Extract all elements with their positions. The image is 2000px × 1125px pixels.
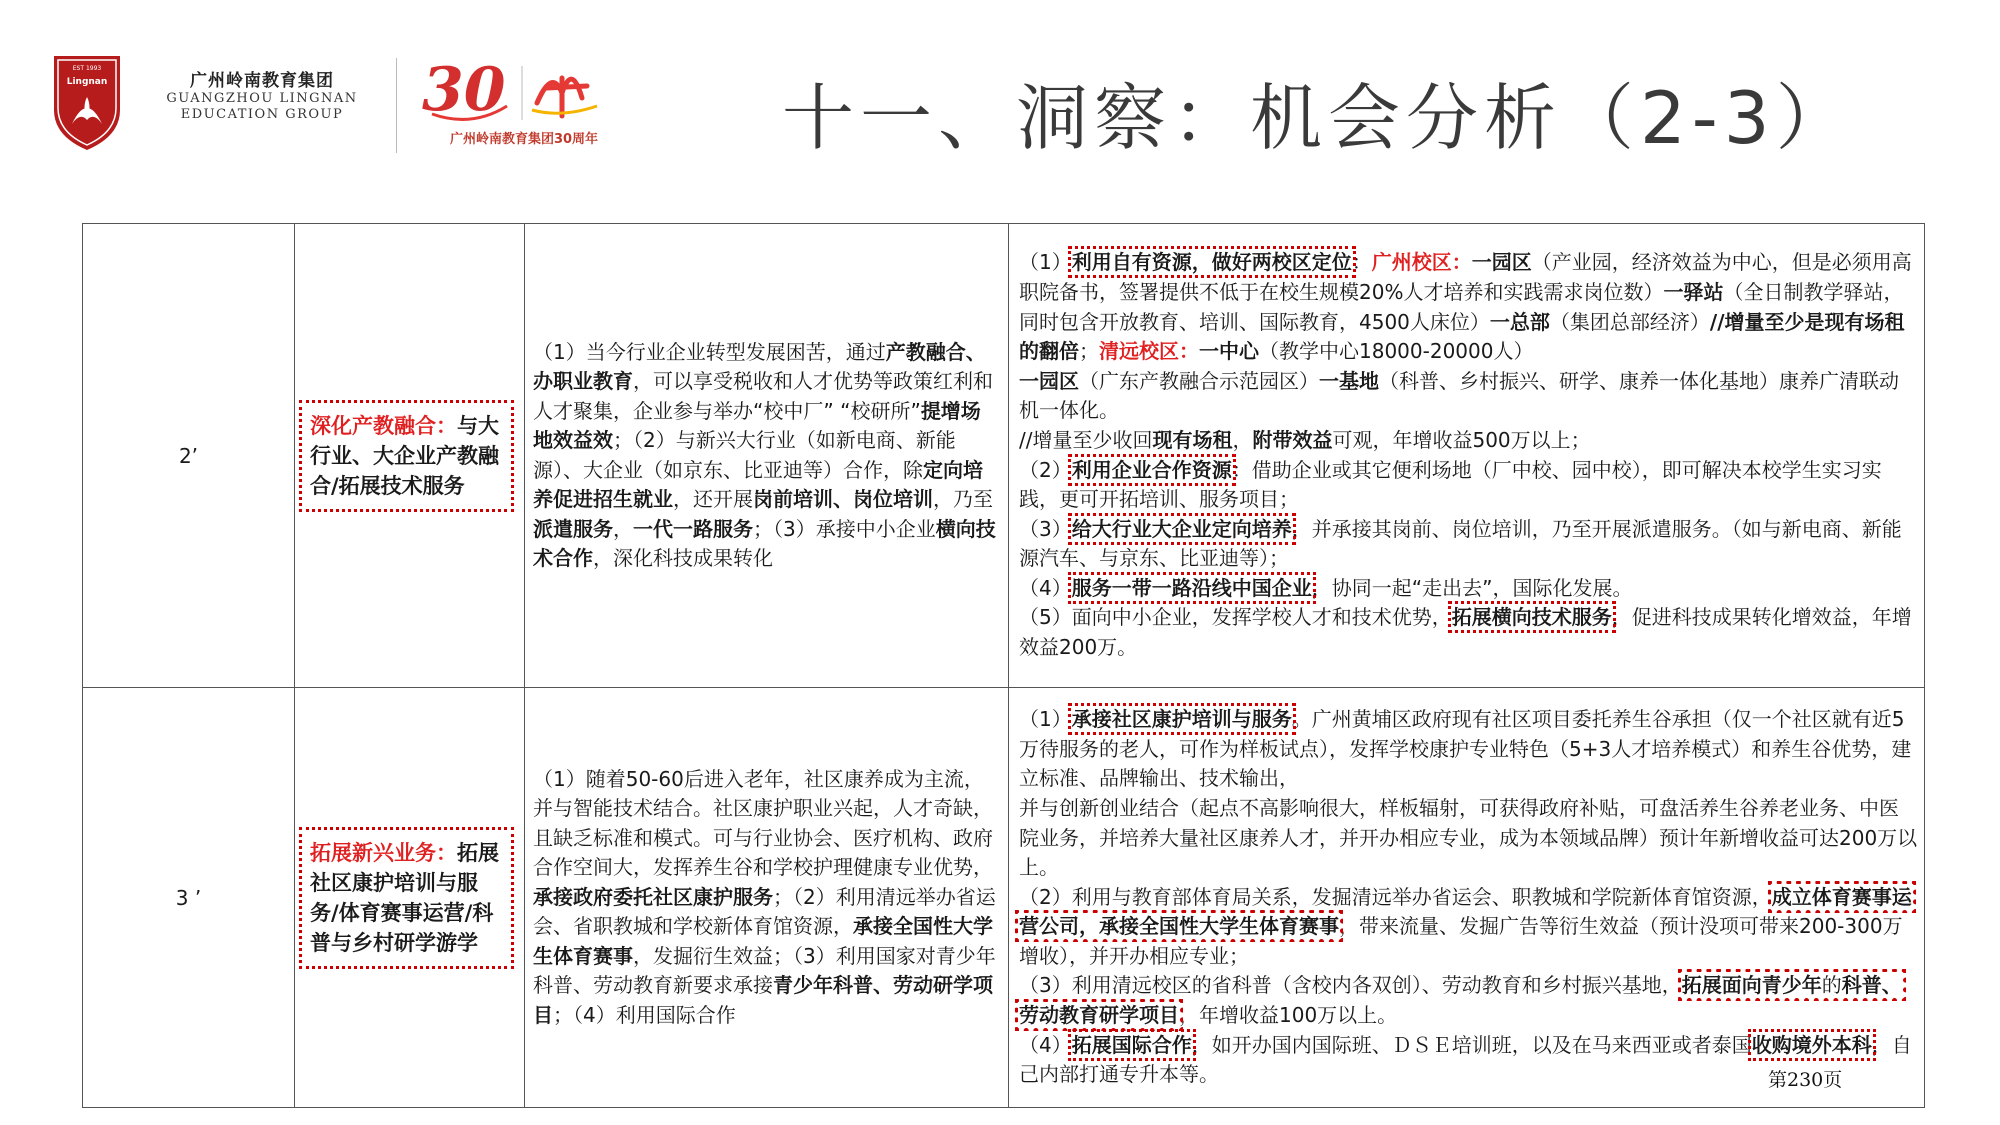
bold-phrase: 承接政府委托社区康护服务 [533, 884, 773, 909]
bold-phrase: 产教融合、办职业教育 [533, 339, 986, 393]
highlighted-phrase: 拓展国际合作 [1071, 1032, 1192, 1057]
highlighted-phrase: 利用企业合作资源 [1071, 457, 1232, 482]
bold-phrase: 横向技术合作 [533, 516, 996, 570]
org-name [142, 66, 382, 123]
text-segment: ； [1079, 339, 1099, 364]
topic-box [299, 400, 514, 512]
bold-phrase: 一园区 [1471, 250, 1532, 275]
text-segment: ，可以享受税收和人才优势等政策红利和人才聚集，企业参与举办“校中厂” “校研所” [533, 369, 993, 423]
text-segment: （4） [1019, 1032, 1072, 1057]
bold-phrase: 岗前培训、岗位培训 [753, 487, 933, 511]
highlighted-phrase: 拓展横向技术服务 [1451, 605, 1612, 630]
text-segment: ；（4）利用国际合作 [553, 1002, 736, 1027]
text-segment: 并与创新创业结合（起点不高影响很大，样板辐射，可获得政府补贴，可盘活养生谷养老业务、中医院业务，并培养大量社区康养人才，并开办相应专业，成为本领域品牌）预计年新增收益可达200万以上。 [1019, 795, 1918, 880]
highlighted-phrase: 收购境外本科 [1751, 1032, 1872, 1057]
text-segment: （1） [1019, 250, 1072, 275]
text-segment: （1）随着50-60后进入老年，社区康养成为主流，并与智能技术结合。社区康护职业兴起，人才奇缺，且缺乏标准和模式。可与行业协会、医疗机构、政府合作空间大，发挥养生谷和学校护理健康专业优势， [533, 766, 993, 880]
text-segment: （教学中心18000-20000人） [1259, 339, 1534, 364]
bold-phrase: 一中心 [1199, 339, 1259, 364]
highlighted-phrase: 给大行业大企业定向培养 [1071, 516, 1292, 541]
text-segment: （4） [1019, 575, 1072, 600]
action-text [1009, 248, 1924, 662]
topic-cell [295, 224, 525, 688]
text-segment: （1） [1019, 707, 1072, 732]
highlighted-phrase: 利用自有资源，做好两校区定位 [1071, 250, 1352, 275]
analysis-cell [525, 688, 1009, 1108]
text-segment: ，乃至 [933, 487, 993, 511]
table-row [83, 224, 1925, 688]
text-segment: ，自己内部打通专升本等。 [1019, 1032, 1912, 1087]
action-cell [1009, 688, 1925, 1108]
bold-phrase: 一基地 [1319, 368, 1379, 393]
text-segment: （5）面向中小企业，发挥学校人才和技术优势， [1019, 605, 1452, 630]
text-segment: ，带来流量、发掘广告等衍生效益（预计没项可带来200-300万增收），并开办相应专业； [1019, 914, 1903, 968]
bold-phrase: 清远校区： [1099, 339, 1199, 364]
text-segment: （全日制教学驿站，同时包含开放教育、培训、国际教育，4500人床位） [1019, 279, 1904, 334]
topic-box [299, 827, 514, 969]
text-segment: ；（3）承接中小企业 [753, 516, 936, 541]
text-segment: （集团总部经济） [1549, 309, 1710, 334]
shield-name-text: Lingnan [66, 77, 108, 87]
org-name-en-2: EDUCATION GROUP [180, 107, 344, 122]
text-segment: ，深化科技成果转化 [593, 546, 773, 570]
topic-label: 拓展社区康护培训与服务/体育赛事运营/科普与乡村研学游学 [310, 840, 499, 955]
text-segment: （2） [1019, 457, 1072, 482]
opportunity-table [82, 223, 1925, 1108]
text-segment: ，还开展 [673, 487, 753, 511]
text-segment: ，发掘衍生效益；（3）利用国家对青少年科普、劳动教育新要求承接 [533, 943, 996, 998]
text-segment: （广东产教融合示范园区） [1079, 368, 1319, 393]
text-segment: ，并承接其岗前、岗位培训，乃至开展派遣服务。（如与新电商、新能源汽车、与京东、比亚迪等）； [1019, 516, 1902, 571]
analysis-cell [525, 224, 1009, 688]
text-segment: ， [613, 516, 633, 541]
text-segment: ，协同一起“走出去”，国际化发展。 [1311, 575, 1633, 600]
text-segment: ；（2）与新兴大行业（如新电商、新能源）、大企业（如京东、比亚迪等）合作，除 [533, 428, 956, 482]
text-segment: （3）利用清远校区的省科普（含校内各双创）、劳动教育和乡村振兴基地， [1019, 973, 1682, 998]
text-segment: （产业园，经济效益为中心，但是必须用高职院备书，签署提供不低于在校生规模20%人才培养和实践需求岗位数） [1019, 250, 1912, 304]
text-segment: ，促进科技成果转化增效益，年增效益200万。 [1019, 605, 1912, 660]
bold-phrase: 广州校区： [1371, 250, 1472, 275]
bold-phrase: 一总部 [1489, 309, 1550, 334]
text-segment: ，如开办国内国际班、ＤＳＥ培训班，以及在马来西亚或者泰国 [1191, 1032, 1752, 1057]
bold-phrase: 承接全国性大学生体育赛事 [533, 914, 993, 968]
text-segment: 可观，年增收益500万以上； [1332, 427, 1591, 452]
org-name-cn: 广州岭南教育集团 [190, 71, 334, 91]
text-segment: （科普、乡村振兴、研学、康养一体化基地）康养广清联动机一体化。 [1019, 368, 1899, 423]
row-number: 3 ’ [83, 688, 295, 1108]
text-segment: ，年增收益100万以上。 [1179, 1003, 1398, 1028]
text-segment: ， [1232, 427, 1253, 452]
topic-cell [295, 688, 525, 1108]
text-segment: ： [1351, 250, 1372, 275]
text-segment: ：借助企业或其它便利场地（厂中校、园中校），即可解决本校学生实习实践，更可开拓培训、服务项目； [1019, 457, 1882, 512]
bold-phrase: 定向培养促进招生就业 [533, 457, 983, 511]
topic-red-label: 拓展新兴业务： [310, 840, 457, 865]
page-number: 第230页 [1768, 1069, 1843, 1091]
bold-phrase: 青少年科普、劳动研学项目 [533, 973, 993, 1027]
lingnan-shield-logo [52, 52, 122, 152]
highlighted-phrase: 成立体育赛事运营公司，承接全国性大学生体育赛事 [1019, 884, 1912, 939]
bold-phrase: 附带效益 [1252, 427, 1333, 452]
highlighted-phrase: 的 [1821, 973, 1842, 998]
bold-phrase: //增量至少是现有场租的翻倍 [1019, 309, 1905, 364]
topic-label: 与大行业、大企业产教融合/拓展技术服务 [310, 413, 499, 498]
anniversary-caption: 广州岭南教育集团30周年 [449, 132, 599, 147]
bold-phrase: 一驿站 [1663, 279, 1724, 304]
logo-area [52, 48, 599, 158]
anniv-number-text: 30 [422, 55, 506, 125]
org-name-en-1: GUANGZHOU LINGNAN [166, 91, 358, 106]
highlighted-phrase: 承接社区康护培训与服务 [1071, 707, 1292, 732]
bold-phrase: 一代一路服务 [633, 516, 753, 541]
text-segment: （2）利用与教育部体育局关系，发掘清远举办省运会、职教城和学院新体育馆资源， [1019, 884, 1772, 909]
text-segment: //增量至少收回 [1019, 427, 1153, 452]
text-segment: 。广州黄埔区政府现有社区项目委托养生谷承担（仅一个社区就有近5万待服务的老人，可作为样板试点），发挥学校康护专业特色（5+3人才培养模式）和养生谷优势，建立标准、品牌输出、技术输出， [1019, 707, 1912, 791]
bold-phrase: 一园区 [1019, 368, 1079, 393]
highlighted-phrase: 科普、劳动教育研学项目 [1019, 973, 1902, 1028]
bold-phrase: 派遣服务 [533, 516, 613, 541]
row-number: 2’ [83, 224, 295, 688]
logo-divider [396, 58, 397, 153]
text-segment: ；（2）利用清远举办省运会、省职教城和学校新体育馆资源， [533, 884, 996, 939]
topic-red-label: 深化产教融合： [310, 413, 457, 438]
bold-phrase: 现有场租 [1152, 427, 1233, 452]
action-cell [1009, 224, 1925, 688]
analysis-text [525, 338, 1008, 574]
table-row [83, 688, 1925, 1108]
action-text [1009, 705, 1924, 1090]
highlighted-phrase: 服务一带一路沿线中国企业 [1071, 575, 1312, 600]
text-segment: （3） [1019, 516, 1072, 541]
bold-phrase: 提增场地效益效 [533, 398, 981, 452]
highlighted-phrase: 拓展面向青少年 [1681, 973, 1822, 998]
page-title: 十一、洞察：机会分析（2-3） [782, 76, 1854, 160]
analysis-text [525, 765, 1008, 1031]
text-segment: （1）当今行业企业转型发展困苦，通过 [533, 339, 886, 364]
shield-est-text: EST 1993 [72, 65, 102, 72]
